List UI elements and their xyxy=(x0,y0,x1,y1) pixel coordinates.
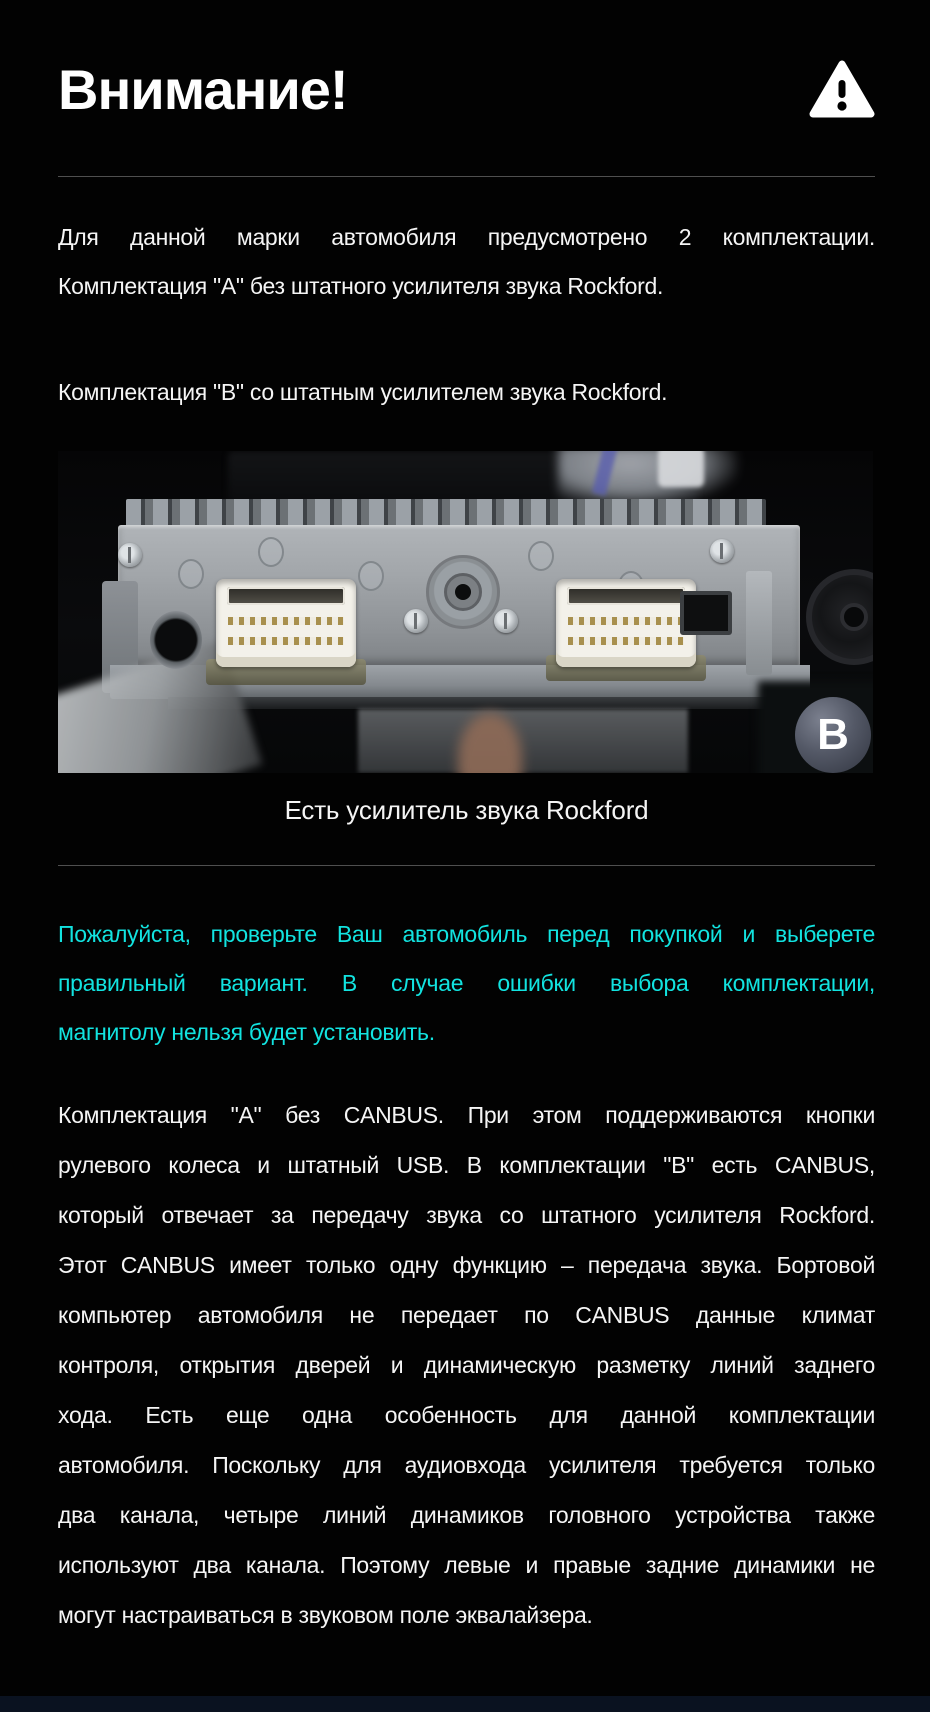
connector-pins xyxy=(228,637,344,645)
plate-dimple xyxy=(528,541,554,571)
dash-speaker-core xyxy=(840,603,868,631)
details-paragraph xyxy=(58,1090,875,1640)
connector-slot xyxy=(567,587,685,605)
chassis-rail xyxy=(168,697,788,709)
text-line: рулевого колеса и штатный USB. В комплектации "В" есть CANBUS, xyxy=(58,1152,875,1178)
text-line: Пожалуйста, проверьте Ваш автомобиль перед покупкой и выберете xyxy=(58,921,875,947)
screw xyxy=(494,609,518,633)
connector-pins xyxy=(568,617,684,625)
plate-dimple xyxy=(358,561,384,591)
intro-paragraph-1 xyxy=(58,213,875,311)
text-line: Комплектация "А" без штатного усилителя звука Rockford. xyxy=(58,273,664,299)
text-line: Комплектация "В" со штатным усилителем звука Rockford. xyxy=(58,379,668,405)
text-line: правильный вариант. В случае ошибки выбора комплектации, xyxy=(58,970,875,996)
antenna-hole xyxy=(455,584,471,600)
wire-connector xyxy=(658,451,704,487)
text-line: используют два канала. Поэтому левые и правые задние динамики не xyxy=(58,1552,875,1578)
connector-pins xyxy=(228,617,344,625)
cable-hole xyxy=(150,611,202,669)
text-line: контроля, открытия дверей и динамическую разметку линий заднего xyxy=(58,1352,875,1378)
divider xyxy=(58,865,875,866)
connector-pins xyxy=(568,637,684,645)
page-title: Внимание! xyxy=(58,58,348,121)
text-line: могут настраиваться в звуковом поле эквалайзера. xyxy=(58,1602,593,1628)
text-line: который отвечает за передачу звука со штатного усилителя Rockford. xyxy=(58,1202,875,1228)
text-line: компьютер автомобиля не передает по CANBUS данные климат xyxy=(58,1302,875,1328)
text-line: магнитолу нельзя будет установить. xyxy=(58,1019,435,1045)
text-line: автомобиля. Поскольку для аудиовхода усилителя требуется только xyxy=(58,1452,875,1478)
text-line: два канала, четыре линий динамиков головного устройства также xyxy=(58,1502,875,1528)
text-line: Для данной марки автомобиля предусмотрено 2 комплектации. xyxy=(58,224,875,250)
text-line: хода. Есть еще одна особенность для данной комплектации xyxy=(58,1402,875,1428)
under-chassis xyxy=(358,709,688,773)
variant-b-badge-label: B xyxy=(817,710,849,759)
warning-note-paragraph xyxy=(58,910,875,1057)
usb-module xyxy=(680,591,732,635)
plate-dimple xyxy=(178,559,204,589)
screw xyxy=(710,539,734,563)
connector-slot xyxy=(227,587,345,605)
text-line: Комплектация "А" без CANBUS. При этом поддерживаются кнопки xyxy=(58,1102,875,1128)
heatsink-fins xyxy=(126,499,766,527)
variant-b-badge xyxy=(795,697,871,773)
plate-dimple xyxy=(258,537,284,567)
wiring-connector-right xyxy=(556,579,696,667)
bottom-accent-bar xyxy=(0,1696,930,1712)
warning-triangle-icon xyxy=(809,60,875,120)
intro-paragraph-2 xyxy=(58,368,875,417)
wiring-connector-left xyxy=(216,579,356,667)
mounting-bracket-right xyxy=(746,571,772,675)
photo-caption: Есть усилитель звука Rockford xyxy=(284,795,649,825)
text-line: Этот CANBUS имеет только одну функцию – передача звука. Бортовой xyxy=(58,1252,875,1278)
header xyxy=(58,0,875,122)
divider xyxy=(58,176,875,177)
screw xyxy=(118,543,142,567)
head-unit-photo xyxy=(58,451,873,773)
screw xyxy=(404,609,428,633)
